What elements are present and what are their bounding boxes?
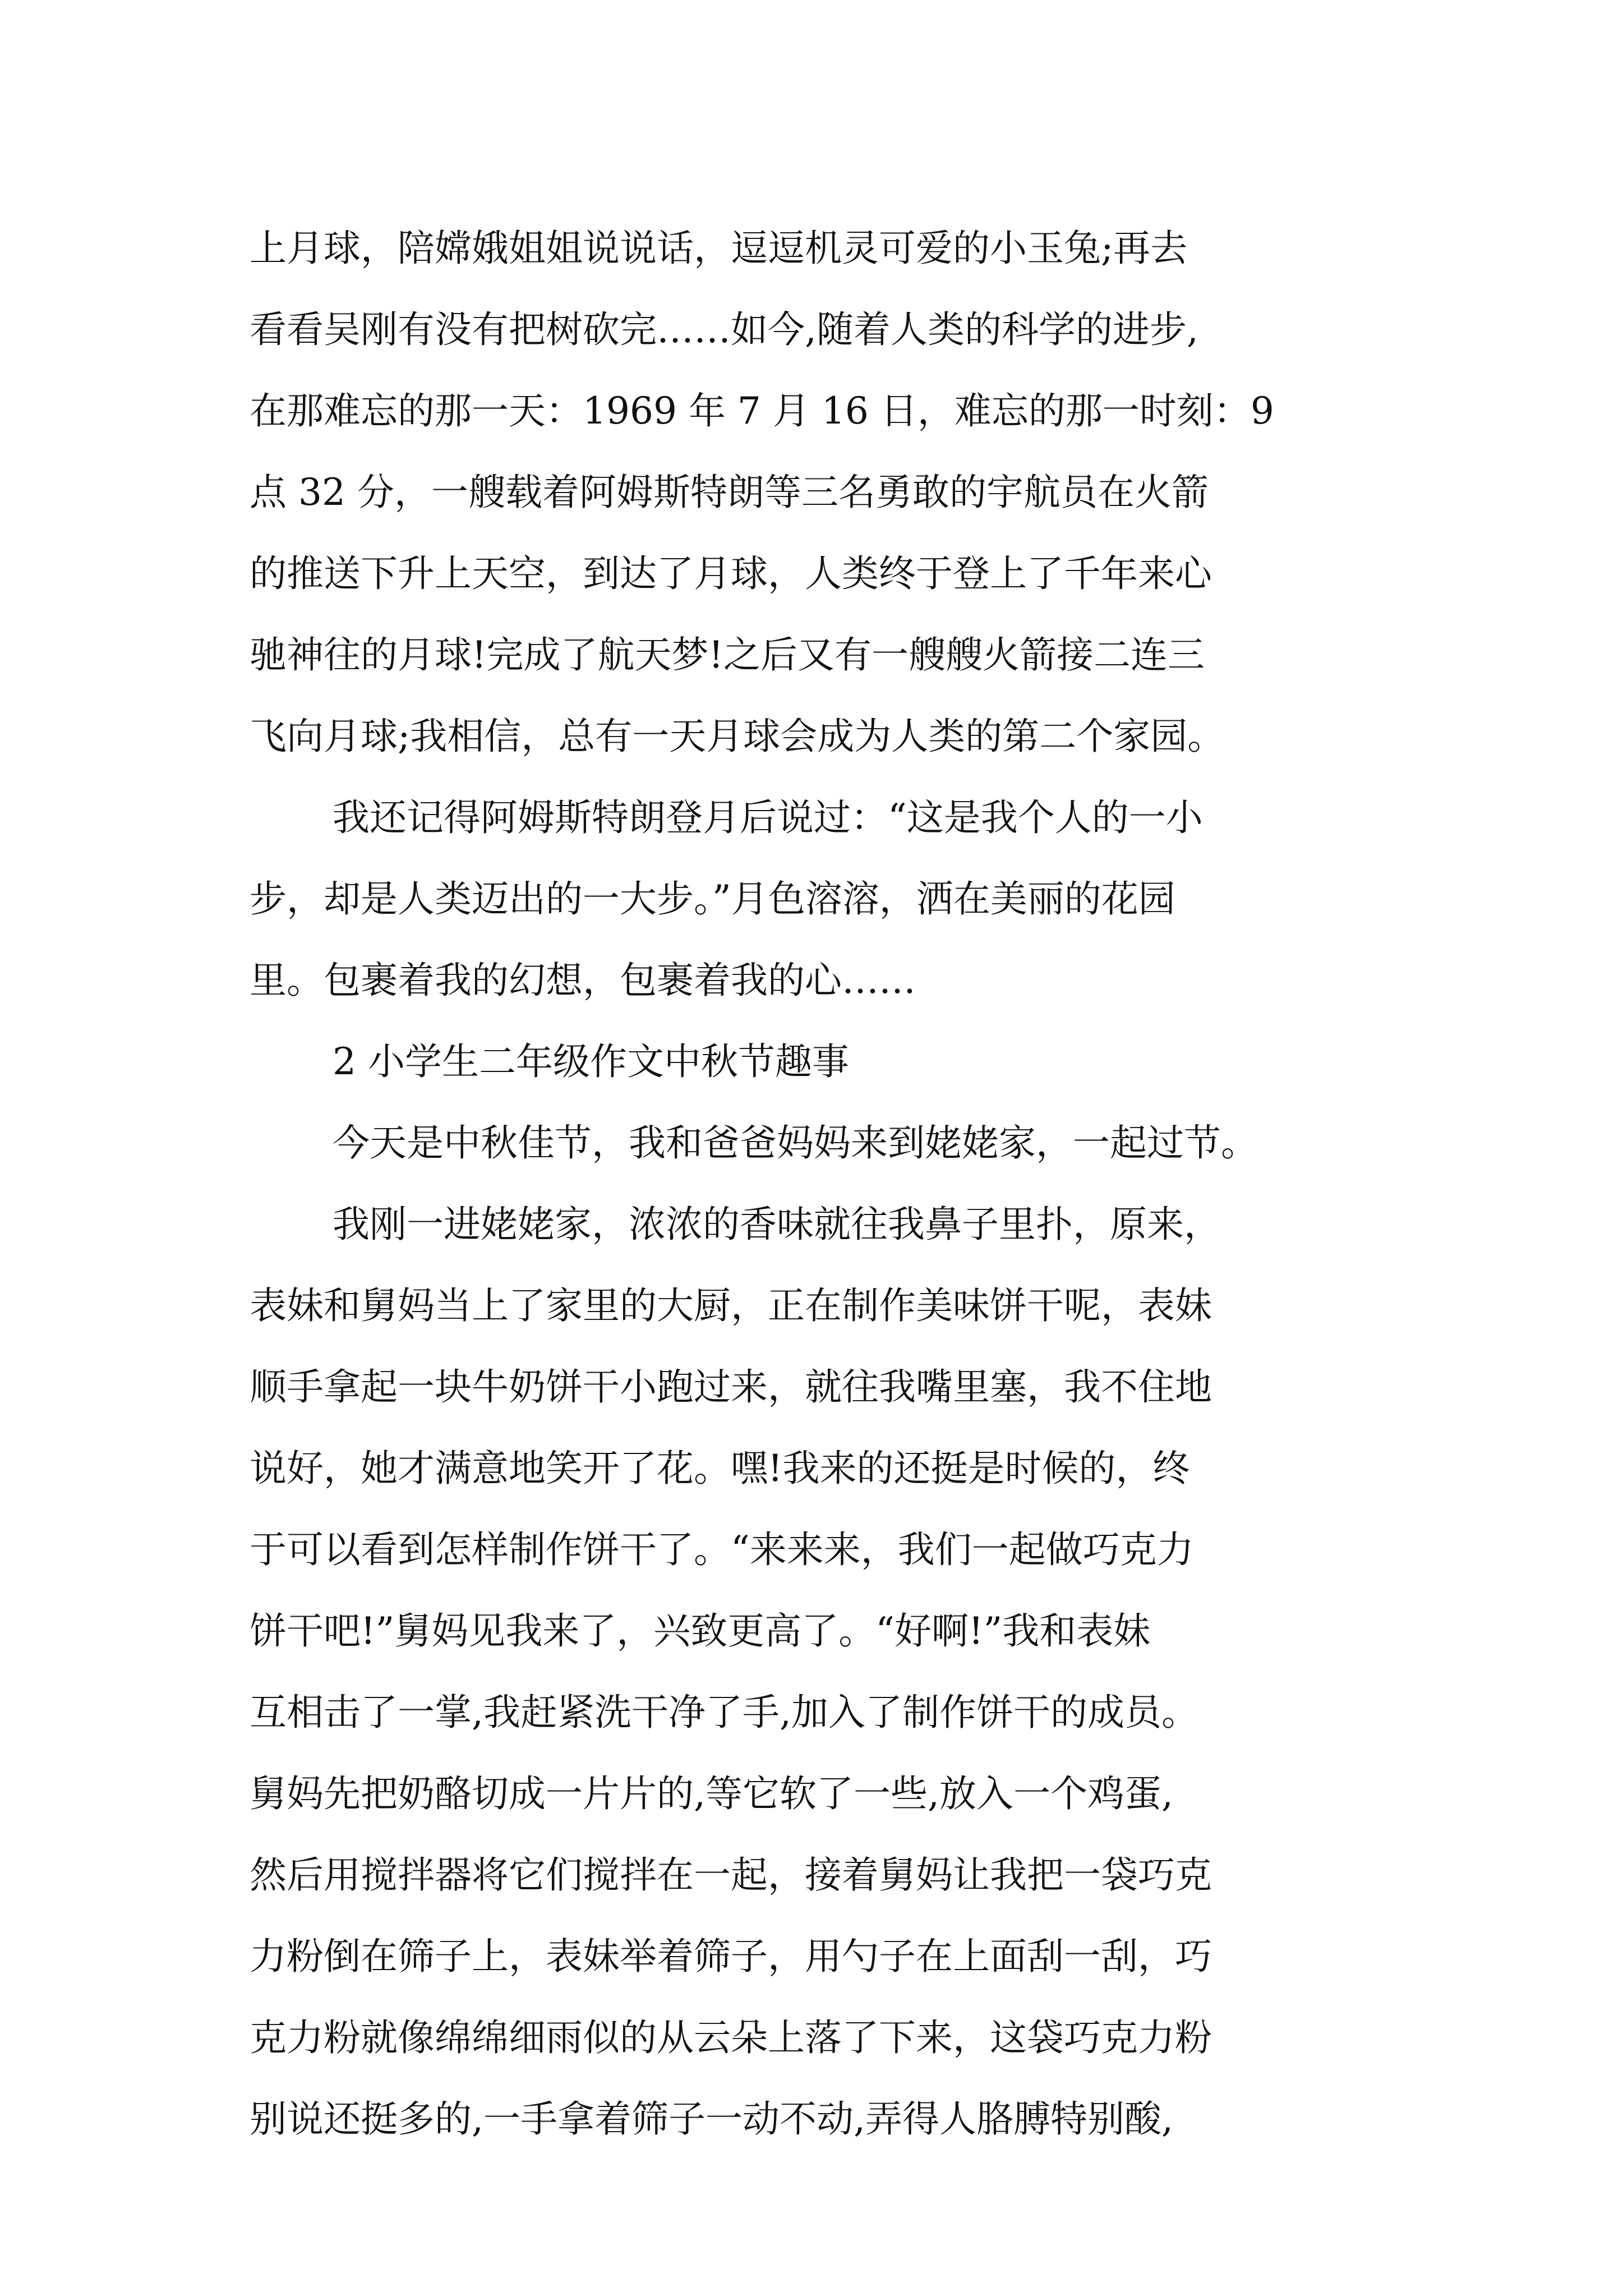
text-line: 力粉倒在筛子上，表妹举着筛子，用勺子在上面刮一刮，巧 xyxy=(250,1935,1212,1978)
paragraph-first-line: 今天是中秋佳节，我和爸爸妈妈来到姥姥家，一起过节。 xyxy=(333,1121,1258,1165)
text-line: 互相击了一掌,我赶紧洗干净了手,加入了制作饼干的成员。 xyxy=(250,1691,1198,1734)
text-line: 说好，她才满意地笑开了花。嘿!我来的还挺是时候的，终 xyxy=(250,1447,1190,1490)
paragraph-first-line: 我还记得阿姆斯特朗登月后说过：“这是我个人的一小 xyxy=(333,796,1203,839)
text-line: 在那难忘的那一天：1969 年 7 月 16 日，难忘的那一时刻：9 xyxy=(250,389,1274,432)
text-line: 的推送下升上天空，到达了月球，人类终于登上了千年来心 xyxy=(250,552,1212,595)
text-line: 飞向月球;我相信，总有一天月球会成为人类的第二个家园。 xyxy=(250,715,1225,758)
text-line: 克力粉就像绵绵细雨似的从云朵上落了下来，这袋巧克力粉 xyxy=(250,2016,1212,2059)
text-line: 然后用搅拌器将它们搅拌在一起，接着舅妈让我把一袋巧克 xyxy=(250,1853,1212,1897)
text-line: 表妹和舅妈当上了家里的大厨，正在制作美味饼干呢，表妹 xyxy=(250,1284,1212,1327)
text-line: 饼干吧!”舅妈见我来了，兴致更高了。“好啊!”我和表妹 xyxy=(250,1609,1151,1653)
body-text xyxy=(250,208,1438,2160)
text-line: 驰神往的月球!完成了航天梦!之后又有一艘艘火箭接二连三 xyxy=(250,633,1205,677)
text-line: 点 32 分，一艘载着阿姆斯特朗等三名勇敢的宇航员在火箭 xyxy=(250,471,1209,514)
section-heading: 2 小学生二年级作文中秋节趣事 xyxy=(333,1040,849,1083)
paragraph-first-line: 我刚一进姥姥家，浓浓的香味就往我鼻子里扑，原来， xyxy=(333,1203,1221,1246)
text-line: 别说还挺多的,一手拿着筛子一动不动,弄得人胳膊特别酸, xyxy=(250,2097,1173,2141)
text-line: 于可以看到怎样制作饼干了。“来来来，我们一起做巧克力 xyxy=(250,1528,1194,1571)
text-line: 步，却是人类迈出的一大步。”月色溶溶，洒在美丽的花园 xyxy=(250,877,1175,921)
text-line: 舅妈先把奶酪切成一片片的,等它软了一些,放入一个鸡蛋, xyxy=(250,1772,1173,1815)
text-line: 看看吴刚有没有把树砍完……如今,随着人类的科学的进步, xyxy=(250,308,1198,351)
text-line: 里。包裹着我的幻想，包裹着我的心…… xyxy=(250,959,916,1002)
text-line: 顺手拿起一块牛奶饼干小跑过来，就往我嘴里塞，我不住地 xyxy=(250,1365,1212,1409)
text-line: 上月球，陪嫦娥姐姐说说话，逗逗机灵可爱的小玉兔;再去 xyxy=(250,227,1188,270)
